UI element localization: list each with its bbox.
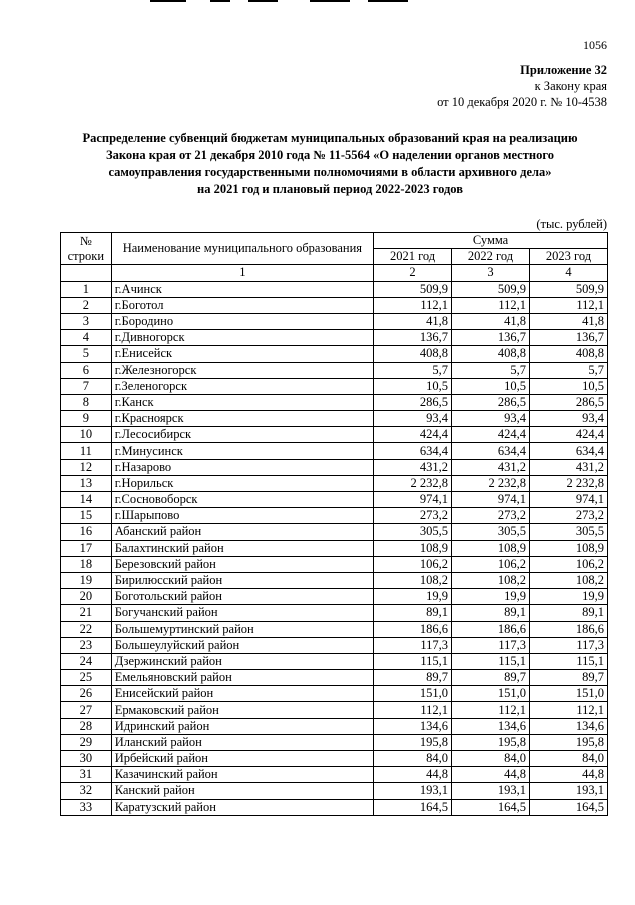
row-number-cell: 7 [61, 378, 112, 394]
table-row [61, 637, 608, 653]
municipality-name-cell: г.Железногорск [111, 362, 373, 378]
table-row [61, 475, 608, 491]
row-number-cell: 11 [61, 443, 112, 459]
heading-line-4: на 2021 год и плановый период 2022-2023 годов [197, 182, 463, 196]
appendix-title: Приложение 32 [520, 63, 607, 77]
row-number-cell: 22 [61, 621, 112, 637]
value-2022-cell: 89,1 [452, 605, 530, 621]
value-2023-cell: 117,3 [530, 637, 608, 653]
value-2021-cell: 164,5 [374, 799, 452, 815]
value-2022-cell: 286,5 [452, 394, 530, 410]
row-number-cell: 12 [61, 459, 112, 475]
row-number-cell: 3 [61, 313, 112, 329]
table-row [61, 524, 608, 540]
row-number-cell: 30 [61, 751, 112, 767]
value-2023-cell: 89,7 [530, 670, 608, 686]
heading-line-1: Распределение субвенций бюджетам муниципальных образований края на реализацию [82, 131, 578, 145]
table-row [61, 783, 608, 799]
row-number-cell: 4 [61, 330, 112, 346]
row-number-cell: 14 [61, 492, 112, 508]
value-2021-cell: 134,6 [374, 718, 452, 734]
municipality-name-cell: г.Назарово [111, 459, 373, 475]
table-row [61, 734, 608, 750]
value-2022-cell: 509,9 [452, 281, 530, 297]
municipality-name-cell: г.Ачинск [111, 281, 373, 297]
value-2022-cell: 106,2 [452, 556, 530, 572]
value-2021-cell: 117,3 [374, 637, 452, 653]
row-number-cell: 32 [61, 783, 112, 799]
value-2021-cell: 408,8 [374, 346, 452, 362]
row-number-cell: 25 [61, 670, 112, 686]
value-2022-cell: 305,5 [452, 524, 530, 540]
value-2023-cell: 509,9 [530, 281, 608, 297]
value-2021-cell: 305,5 [374, 524, 452, 540]
column-number-3: 3 [452, 265, 530, 281]
table-row [61, 508, 608, 524]
value-2021-cell: 112,1 [374, 297, 452, 313]
column-number-blank [61, 265, 112, 281]
value-2021-cell: 273,2 [374, 508, 452, 524]
table-body [61, 281, 608, 815]
value-2021-cell: 424,4 [374, 427, 452, 443]
table-row [61, 653, 608, 669]
value-2023-cell: 424,4 [530, 427, 608, 443]
value-2021-cell: 112,1 [374, 702, 452, 718]
value-2023-cell: 186,6 [530, 621, 608, 637]
header-year-2023: 2023 год [530, 249, 608, 265]
value-2021-cell: 115,1 [374, 653, 452, 669]
value-2022-cell: 10,5 [452, 378, 530, 394]
municipality-name-cell: Богучанский район [111, 605, 373, 621]
value-2023-cell: 164,5 [530, 799, 608, 815]
heading-line-3: самоуправления государственными полномочиями в области архивного дела» [108, 165, 552, 179]
value-2021-cell: 186,6 [374, 621, 452, 637]
value-2021-cell: 108,9 [374, 540, 452, 556]
table-row [61, 459, 608, 475]
row-number-cell: 5 [61, 346, 112, 362]
table-row [61, 394, 608, 410]
document-heading [60, 130, 600, 198]
value-2022-cell: 115,1 [452, 653, 530, 669]
value-2022-cell: 408,8 [452, 346, 530, 362]
value-2021-cell: 974,1 [374, 492, 452, 508]
municipality-name-cell: г.Красноярск [111, 411, 373, 427]
value-2023-cell: 93,4 [530, 411, 608, 427]
value-2023-cell: 974,1 [530, 492, 608, 508]
value-2022-cell: 424,4 [452, 427, 530, 443]
value-2022-cell: 44,8 [452, 767, 530, 783]
value-2023-cell: 19,9 [530, 589, 608, 605]
value-2023-cell: 112,1 [530, 702, 608, 718]
municipality-name-cell: Березовский район [111, 556, 373, 572]
value-2023-cell: 408,8 [530, 346, 608, 362]
appendix-block [437, 62, 607, 110]
value-2021-cell: 108,2 [374, 572, 452, 588]
municipality-name-cell: Большеулуйский район [111, 637, 373, 653]
value-2022-cell: 974,1 [452, 492, 530, 508]
municipality-name-cell: г.Енисейск [111, 346, 373, 362]
table-row [61, 702, 608, 718]
appendix-line-2: к Закону края [534, 79, 607, 93]
value-2022-cell: 108,2 [452, 572, 530, 588]
header-sum: Сумма [374, 233, 608, 249]
value-2022-cell: 93,4 [452, 411, 530, 427]
table-row [61, 556, 608, 572]
row-number-cell: 27 [61, 702, 112, 718]
table-row [61, 572, 608, 588]
value-2022-cell: 89,7 [452, 670, 530, 686]
value-2022-cell: 117,3 [452, 637, 530, 653]
table-row [61, 411, 608, 427]
municipality-name-cell: Енисейский район [111, 686, 373, 702]
table-row [61, 718, 608, 734]
table-row [61, 767, 608, 783]
row-number-cell: 15 [61, 508, 112, 524]
municipality-name-cell: Ермаковский район [111, 702, 373, 718]
value-2021-cell: 151,0 [374, 686, 452, 702]
municipality-name-cell: Казачинский район [111, 767, 373, 783]
value-2023-cell: 44,8 [530, 767, 608, 783]
municipality-name-cell: Емельяновский район [111, 670, 373, 686]
table-row [61, 799, 608, 815]
table-row [61, 427, 608, 443]
value-2023-cell: 134,6 [530, 718, 608, 734]
value-2023-cell: 151,0 [530, 686, 608, 702]
row-number-cell: 26 [61, 686, 112, 702]
value-2023-cell: 108,2 [530, 572, 608, 588]
value-2023-cell: 2 232,8 [530, 475, 608, 491]
row-number-cell: 20 [61, 589, 112, 605]
column-number-2: 2 [374, 265, 452, 281]
value-2022-cell: 136,7 [452, 330, 530, 346]
row-number-cell: 8 [61, 394, 112, 410]
value-2022-cell: 5,7 [452, 362, 530, 378]
header-row-number-line-1: № [79, 233, 92, 248]
municipality-name-cell: Большемуртинский район [111, 621, 373, 637]
table-row [61, 670, 608, 686]
row-number-cell: 21 [61, 605, 112, 621]
value-2023-cell: 10,5 [530, 378, 608, 394]
table-row [61, 621, 608, 637]
value-2023-cell: 108,9 [530, 540, 608, 556]
table-row [61, 492, 608, 508]
value-2021-cell: 2 232,8 [374, 475, 452, 491]
value-2021-cell: 136,7 [374, 330, 452, 346]
value-2022-cell: 84,0 [452, 751, 530, 767]
municipality-name-cell: Дзержинский район [111, 653, 373, 669]
municipality-name-cell: г.Зеленогорск [111, 378, 373, 394]
municipality-name-cell: Бирилюсский район [111, 572, 373, 588]
value-2023-cell: 136,7 [530, 330, 608, 346]
heading-line-2: Закона края от 21 декабря 2010 года № 11-5564 «О наделении органов местного [106, 148, 554, 162]
municipality-name-cell: Каратузский район [111, 799, 373, 815]
row-number-cell: 19 [61, 572, 112, 588]
municipality-name-cell: г.Минусинск [111, 443, 373, 459]
value-2022-cell: 195,8 [452, 734, 530, 750]
value-2021-cell: 84,0 [374, 751, 452, 767]
municipality-name-cell: Абанский район [111, 524, 373, 540]
table-row [61, 330, 608, 346]
value-2023-cell: 84,0 [530, 751, 608, 767]
value-2023-cell: 273,2 [530, 508, 608, 524]
row-number-cell: 10 [61, 427, 112, 443]
row-number-cell: 17 [61, 540, 112, 556]
value-2022-cell: 634,4 [452, 443, 530, 459]
row-number-cell: 23 [61, 637, 112, 653]
value-2021-cell: 41,8 [374, 313, 452, 329]
value-2021-cell: 106,2 [374, 556, 452, 572]
header-municipality-name: Наименование муниципального образования [111, 233, 373, 265]
value-2022-cell: 273,2 [452, 508, 530, 524]
row-number-cell: 6 [61, 362, 112, 378]
table-row [61, 281, 608, 297]
header-year-2021: 2021 год [374, 249, 452, 265]
value-2023-cell: 115,1 [530, 653, 608, 669]
value-2021-cell: 93,4 [374, 411, 452, 427]
row-number-cell: 9 [61, 411, 112, 427]
row-number-cell: 1 [61, 281, 112, 297]
municipality-name-cell: г.Шарыпово [111, 508, 373, 524]
row-number-cell: 31 [61, 767, 112, 783]
subsidy-table [60, 232, 608, 816]
value-2023-cell: 305,5 [530, 524, 608, 540]
column-number-4: 4 [530, 265, 608, 281]
value-2023-cell: 89,1 [530, 605, 608, 621]
row-number-cell: 33 [61, 799, 112, 815]
value-2022-cell: 112,1 [452, 297, 530, 313]
value-2022-cell: 108,9 [452, 540, 530, 556]
value-2023-cell: 286,5 [530, 394, 608, 410]
value-2021-cell: 634,4 [374, 443, 452, 459]
header-row-number [61, 233, 112, 265]
value-2022-cell: 186,6 [452, 621, 530, 637]
table-row [61, 362, 608, 378]
municipality-name-cell: г.Дивногорск [111, 330, 373, 346]
value-2021-cell: 19,9 [374, 589, 452, 605]
value-2021-cell: 431,2 [374, 459, 452, 475]
table-row [61, 540, 608, 556]
value-2021-cell: 5,7 [374, 362, 452, 378]
value-2021-cell: 89,7 [374, 670, 452, 686]
municipality-name-cell: г.Бородино [111, 313, 373, 329]
value-2023-cell: 195,8 [530, 734, 608, 750]
value-2021-cell: 509,9 [374, 281, 452, 297]
row-number-cell: 2 [61, 297, 112, 313]
value-2022-cell: 193,1 [452, 783, 530, 799]
table-row [61, 378, 608, 394]
table-row [61, 313, 608, 329]
municipality-name-cell: Боготольский район [111, 589, 373, 605]
municipality-name-cell: г.Сосновоборск [111, 492, 373, 508]
column-number-1: 1 [111, 265, 373, 281]
value-2021-cell: 195,8 [374, 734, 452, 750]
row-number-cell: 28 [61, 718, 112, 734]
value-2023-cell: 634,4 [530, 443, 608, 459]
municipality-name-cell: г.Канск [111, 394, 373, 410]
row-number-cell: 16 [61, 524, 112, 540]
scan-artifact-marks [150, 0, 410, 3]
value-2022-cell: 164,5 [452, 799, 530, 815]
row-number-cell: 13 [61, 475, 112, 491]
row-number-cell: 29 [61, 734, 112, 750]
page-number: 1056 [583, 38, 607, 52]
value-2022-cell: 19,9 [452, 589, 530, 605]
municipality-name-cell: Канский район [111, 783, 373, 799]
municipality-name-cell: Балахтинский район [111, 540, 373, 556]
value-2021-cell: 89,1 [374, 605, 452, 621]
value-2023-cell: 431,2 [530, 459, 608, 475]
appendix-line-3: от 10 декабря 2020 г. № 10-4538 [437, 95, 607, 109]
row-number-cell: 18 [61, 556, 112, 572]
value-2021-cell: 10,5 [374, 378, 452, 394]
value-2023-cell: 5,7 [530, 362, 608, 378]
units-label: (тыс. рублей) [536, 217, 607, 231]
value-2022-cell: 112,1 [452, 702, 530, 718]
value-2023-cell: 193,1 [530, 783, 608, 799]
value-2022-cell: 151,0 [452, 686, 530, 702]
value-2021-cell: 193,1 [374, 783, 452, 799]
municipality-name-cell: г.Лесосибирск [111, 427, 373, 443]
value-2023-cell: 41,8 [530, 313, 608, 329]
value-2022-cell: 134,6 [452, 718, 530, 734]
value-2022-cell: 431,2 [452, 459, 530, 475]
row-number-cell: 24 [61, 653, 112, 669]
table-row [61, 605, 608, 621]
value-2021-cell: 44,8 [374, 767, 452, 783]
table-row [61, 297, 608, 313]
municipality-name-cell: г.Боготол [111, 297, 373, 313]
header-row-number-line-2: строки [67, 248, 105, 263]
table-row [61, 346, 608, 362]
value-2023-cell: 106,2 [530, 556, 608, 572]
value-2022-cell: 41,8 [452, 313, 530, 329]
table-row [61, 686, 608, 702]
header-year-2022: 2022 год [452, 249, 530, 265]
value-2021-cell: 286,5 [374, 394, 452, 410]
table-row [61, 751, 608, 767]
value-2022-cell: 2 232,8 [452, 475, 530, 491]
table-row [61, 443, 608, 459]
municipality-name-cell: Иланский район [111, 734, 373, 750]
value-2023-cell: 112,1 [530, 297, 608, 313]
municipality-name-cell: Ирбейский район [111, 751, 373, 767]
municipality-name-cell: г.Норильск [111, 475, 373, 491]
table-row [61, 589, 608, 605]
municipality-name-cell: Идринский район [111, 718, 373, 734]
